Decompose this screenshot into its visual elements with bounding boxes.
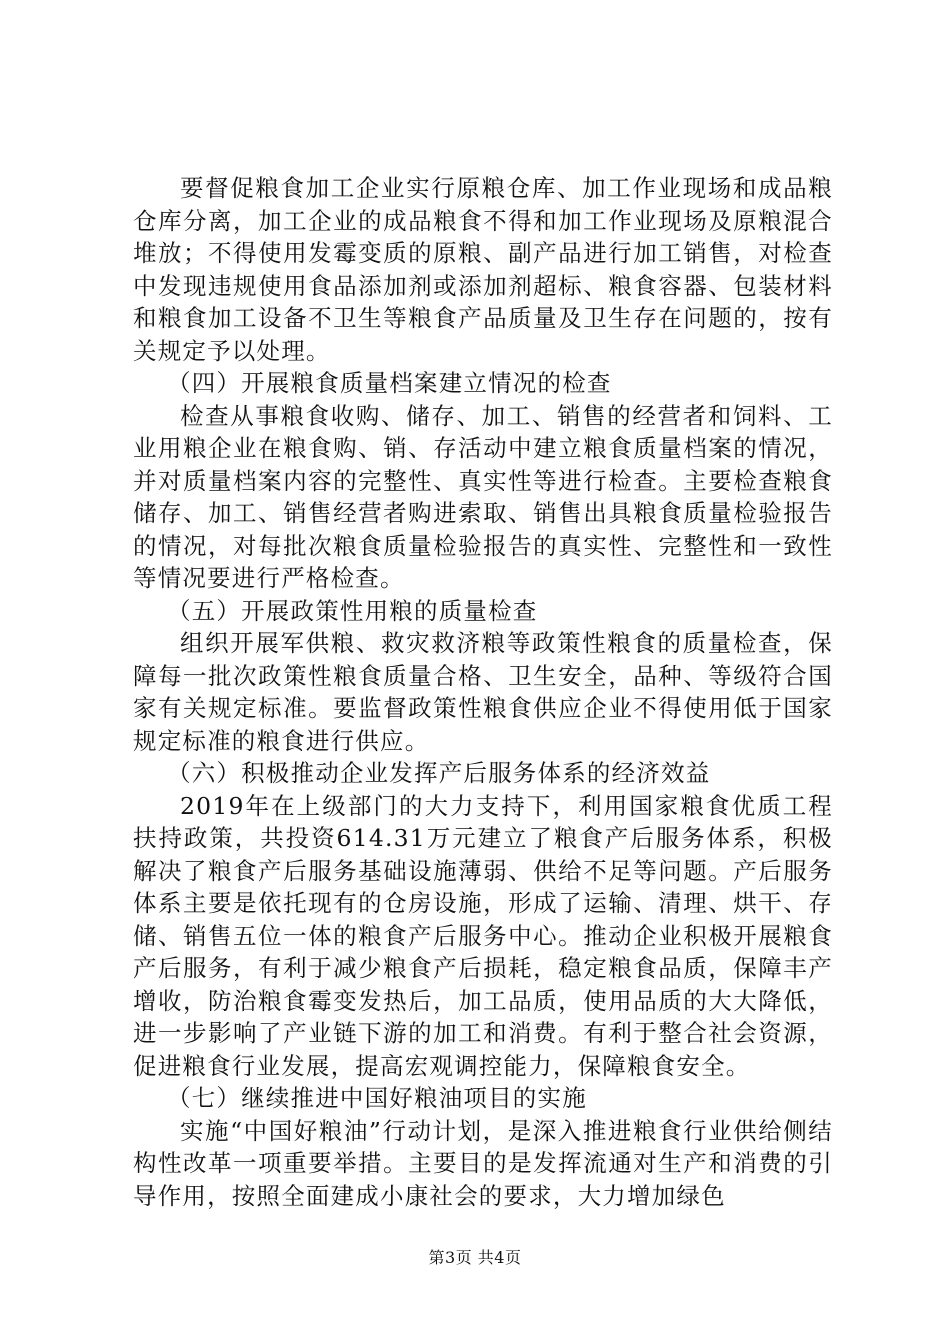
section-heading-6: （六）积极推动企业发挥产后服务体系的经济效益 (167, 759, 711, 787)
section-heading-5: （五）开展政策性用粮的质量检查 (167, 596, 538, 625)
paragraph-5: 实施“中国好粮油”行动计划，是深入推进粮食行业供给侧结构性改革一项重要举措。主要目的是发挥流通对生产和消费的引导作用，按照全面建成小康社会的要求，大力增加绿色 (133, 1116, 833, 1210)
paragraph-2: 检查从事粮食收购、储存、加工、销售的经营者和饲料、工业用粮企业在粮食购、销、存活动中建立粮食质量档案的情况，并对质量档案内容的完整性、真实性等进行检查。主要检查粮食储存、加工、销售经营者购进索取、销售出具粮食质量检验报告的情况，对每批次粮食质量检验报告的真实性、完整性和一致性等情况要进行严格检查。 (133, 401, 833, 592)
section-heading-4: （四）开展粮食质量档案建立情况的检查 (167, 369, 612, 397)
document-body (133, 172, 833, 1212)
section-heading-7: （七）继续推进中国好粮油项目的实施 (167, 1084, 587, 1112)
paragraph-1: 要督促粮食加工企业实行原粮仓库、加工作业现场和成品粮仓库分离，加工企业的成品粮食不得和加工作业现场及原粮混合堆放；不得使用发霉变质的原粮、副产品进行加工销售，对检查中发现违规使用食品添加剂或添加剂超标、粮食容器、包装材料和粮食加工设备不卫生等粮食产品质量及卫生存在问题的，按有关规定予以处理。 (133, 174, 833, 365)
paragraph-3: 组织开展军供粮、救灾救济粮等政策性粮食的质量检查，保障每一批次政策性粮食质量合格、卫生安全，品种、等级符合国家有关规定标准。要监督政策性粮食供应企业不得使用低于国家规定标准的粮食进行供应。 (133, 629, 833, 755)
page-number-footer: 第3页 共4页 (428, 1248, 522, 1267)
paragraph-4: 2019年在上级部门的大力支持下，利用国家粮食优质工程扶持政策，共投资614.31万元建立了粮食产后服务体系，积极解决了粮食产后服务基础设施薄弱、供给不足等问题。产后服务体系主要是依托现有的仓房设施，形成了运输、清理、烘干、存储、销售五位一体的粮食产后服务中心。推动企业积极开展粮食产后服务，有利于减少粮食产后损耗，稳定粮食品质，保障丰产增收，防治粮食霉变发热后，加工品质，使用品质的大大降低，进一步影响了产业链下游的加工和消费。有利于整合社会资源，促进粮食行业发展，提高宏观调控能力，保障粮食安全。 (133, 791, 833, 1080)
